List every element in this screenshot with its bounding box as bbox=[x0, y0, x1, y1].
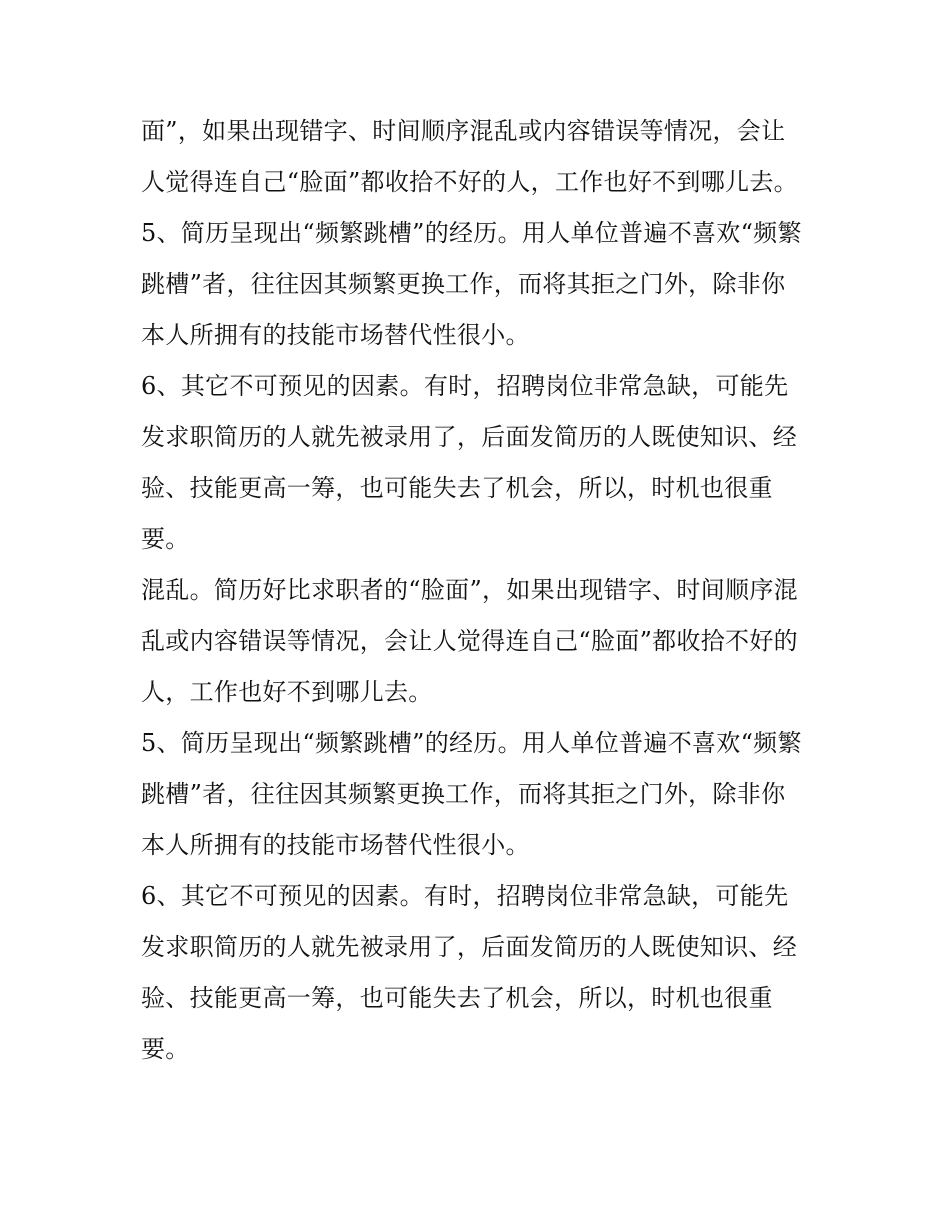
text-line: 人，工作也好不到哪儿去。 bbox=[141, 678, 433, 706]
text-line: 要。 bbox=[141, 525, 190, 553]
text-line: 发求职简历的人就先被录用了，后面发简历的人既使知识、经 bbox=[141, 423, 798, 451]
text-line: 面”，如果出现错字、时间顺序混乱或内容错误等情况，会让 bbox=[141, 117, 786, 145]
text-line: 发求职简历的人就先被录用了，后面发简历的人既使知识、经 bbox=[141, 933, 798, 961]
text-line: 跳槽”者，往往因其频繁更换工作，而将其拒之门外，除非你 bbox=[141, 270, 786, 298]
text-line: 混乱。简历好比求职者的“脸面”，如果出现错字、时间顺序混 bbox=[141, 576, 798, 604]
text-line: 要。 bbox=[141, 1035, 190, 1063]
text-line: 乱或内容错误等情况，会让人觉得连自己“脸面”都收拾不好的 bbox=[141, 627, 798, 655]
text-line: 6、其它不可预见的因素。有时，招聘岗位非常急缺，可能先 bbox=[141, 372, 789, 400]
text-line: 验、技能更高一筹，也可能失去了机会，所以，时机也很重 bbox=[141, 984, 773, 1012]
text-line: 人觉得连自己“脸面”都收拾不好的人，工作也好不到哪儿去。 bbox=[141, 168, 798, 196]
text-line: 5、简历呈现出“频繁跳槽”的经历。用人单位普遍不喜欢“频繁 bbox=[141, 219, 802, 247]
text-line: 5、简历呈现出“频繁跳槽”的经历。用人单位普遍不喜欢“频繁 bbox=[141, 729, 802, 757]
text-line: 跳槽”者，往往因其频繁更换工作，而将其拒之门外，除非你 bbox=[141, 780, 786, 808]
text-line: 6、其它不可预见的因素。有时，招聘岗位非常急缺，可能先 bbox=[141, 882, 789, 910]
body-text bbox=[141, 106, 821, 1075]
text-line: 本人所拥有的技能市场替代性很小。 bbox=[141, 321, 530, 349]
text-line: 验、技能更高一筹，也可能失去了机会，所以，时机也很重 bbox=[141, 474, 773, 502]
text-line: 本人所拥有的技能市场替代性很小。 bbox=[141, 831, 530, 859]
